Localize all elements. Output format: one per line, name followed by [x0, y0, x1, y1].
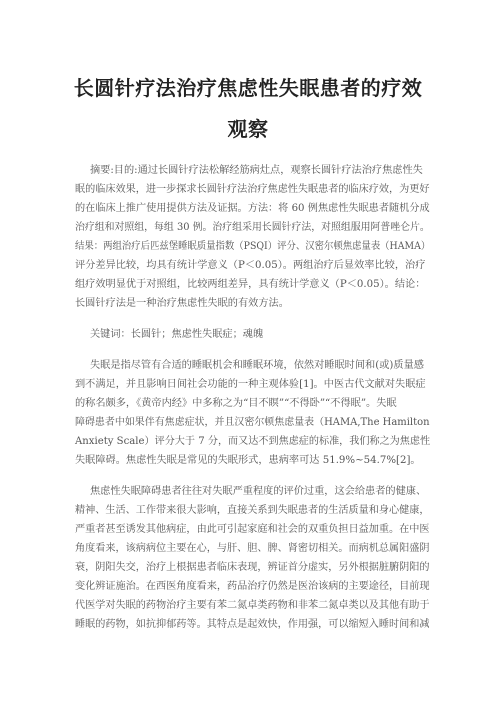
paragraph-1-line: Anxiety Scale）评分大于 7 分，而又达不到焦虑症的标准，我们称之为焦虑性	[75, 436, 431, 447]
paragraph-2-line: 代医学对失眠的药物治疗主要有苯二氮卓类药物和非苯二氮卓类以及其他有助于	[75, 600, 430, 611]
abstract-line: 眠的临床效果，进一步探求长圆针疗法治疗焦虑性失眠患者的临床疗效，为更好	[75, 184, 430, 195]
paragraph-2-line: 精神、生活、工作带来很大影响，直接关系到失眠患者的生活质量和身心健康，	[75, 505, 430, 516]
paragraph-1-line: 失眠是指尽管有合适的睡眠机会和睡眠环境，依然对睡眠时间和(或)质量感	[90, 360, 424, 371]
abstract-line: 的在临床上推广使用提供方法及证据。方法：将 60 例焦虑性失眠患者随机分成	[75, 203, 430, 214]
document-title-line-2: 观察	[227, 117, 269, 141]
paragraph-2-line: 角度看来，该病病位主要在心，与肝、胆、脾、肾密切相关。而病机总属阳盛阴	[75, 543, 430, 554]
abstract-line: 摘要:目的:通过长圆针疗法松解经筋病灶点，观察长圆针疗法治疗焦虑性失	[90, 165, 423, 176]
paragraph-1-line: 障碍患者中如果伴有焦虑症状，并且汉密尔顿焦虑量表（HAMA,The Hamilton	[75, 417, 430, 428]
paragraph-2-line: 严重者甚至诱发其他病症，由此可引起家庭和社会的双重负担日益加重。在中医	[75, 524, 430, 535]
abstract-line: 组疗效明显优于对照组，比较两组差异，具有统计学意义（P＜0.05）。结论：	[75, 279, 426, 290]
paragraph-2-line: 变化辨证施治。在西医角度看来，药品治疗仍然是医治该病的主要途径，目前现	[75, 581, 430, 592]
abstract-line: 评分差异比较，均具有统计学意义（P＜0.05）。两组治疗后显效率比较，治疗	[75, 260, 426, 271]
abstract-line: 结果：两组治疗后匹兹堡睡眠质量指数（PSQI）评分、汉密尔顿焦虑量表（HAMA）	[75, 241, 431, 252]
document-title-line-1: 长圆针疗法治疗焦虑性失眠患者的疗效	[73, 76, 423, 100]
paragraph-2-line: 衰，阴阳失交，治疗上根据患者临床表现，辨证首分虚实，另外根据脏腑阴阳的	[75, 562, 430, 573]
paragraph-1-line: 的称名颇多，《黄帝内经》中多称之为“目不瞑”“不得卧”“不得眠”。失眠	[75, 398, 397, 409]
paragraph-2-line: 焦虑性失眠障碍患者往往对失眠严重程度的评价过重，这会给患者的健康、	[90, 486, 427, 497]
abstract-line: 长圆针疗法是一种治疗焦虑性失眠的有效方法。	[75, 298, 289, 309]
keywords-line: 关键词：长圆针；焦虑性失眠症；魂魄	[90, 329, 264, 340]
abstract-line: 治疗组和对照组，每组 30 例。治疗组采用长圆针疗法，对照组服用阿普唑仑片。	[75, 222, 430, 233]
paragraph-1-line: 到不满足，并且影响日间社会功能的一种主观体验[1]。中医古代文献对失眠症	[75, 379, 426, 390]
paragraph-2-line: 睡眠的药物，如抗抑郁药等。其特点是起效快，作用强，可以缩短入睡时间和减	[75, 619, 430, 630]
paragraph-1-line: 失眠障碍。焦虑性失眠是常见的失眠形式，患病率可达 51.9%~54.7%[2]。	[75, 455, 421, 466]
